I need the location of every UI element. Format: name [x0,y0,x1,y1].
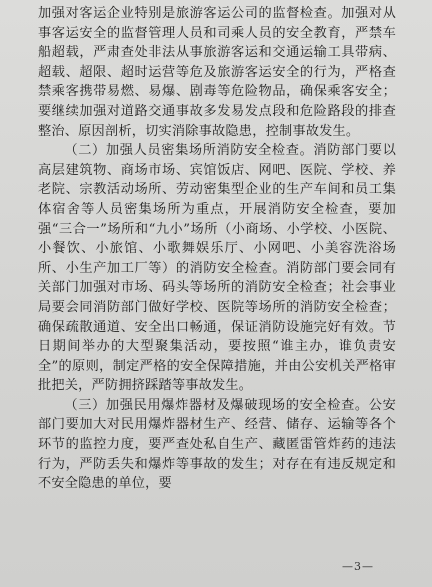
paragraph-road-transport: 加强对客运企业特别是旅游客运公司的监督检查。加强对从事客运安全的监督管理人员和司乘人员的安全教育，严禁车船超载，严肃查处非法从事旅游客运和交通运输工具带病、超载、超限、超时运营等危及旅游客运安全的行为，严格查禁乘客携带易燃、易爆、剧毒等危险物品，确保乘客安全；要继续加强对道路交通事故多发易发点段和危险路段的排查整治、原因剖析，切实消除事故隐患，控制事故发生。 [38,6,396,139]
page-number: —3— [342,560,374,573]
paragraph-explosives: （三）加强民用爆炸器材及爆破现场的安全检查。公安部门要加大对民用爆炸器材生产、经营、储存、运输等各个环节的监控力度，要严查处私自生产、藏匿雷管炸药的违法行为，严防丢失和爆炸等事故的发生；对存在有违反规定和不安全隐患的单位，要 [38,397,396,492]
body-text [38,4,396,494]
paragraph-fire-safety: （二）加强人员密集场所消防安全检查。消防部门要以高层建筑物、商场市场、宾馆饭店、网吧、医院、学校、养老院、宗教活动场所、劳动密集型企业的生产车间和员工集体宿舍等人员密集场所为重点，开展消防安全检查，要加强“三合一”场所和“九小”场所（小商场、小学校、小医院、小餐饮、小旅馆、小歌舞娱乐厅、小网吧、小美容洗浴场所、小生产加工厂等）的消防安全检查。消防部门要会同有关部门加强对市场、码头等场所的消防安全检查；社会事业局要会同消防部门做好学校、医院等场所的消防安全检查；确保疏散通道、安全出口畅通，保证消防设施完好有效。节日期间举办的大型聚集活动，要按照“谁主办，谁负责安全”的原则，制定严格的安全保障措施，并由公安机关严格审批把关，严防拥挤踩踏等事故发生。 [38,143,396,394]
